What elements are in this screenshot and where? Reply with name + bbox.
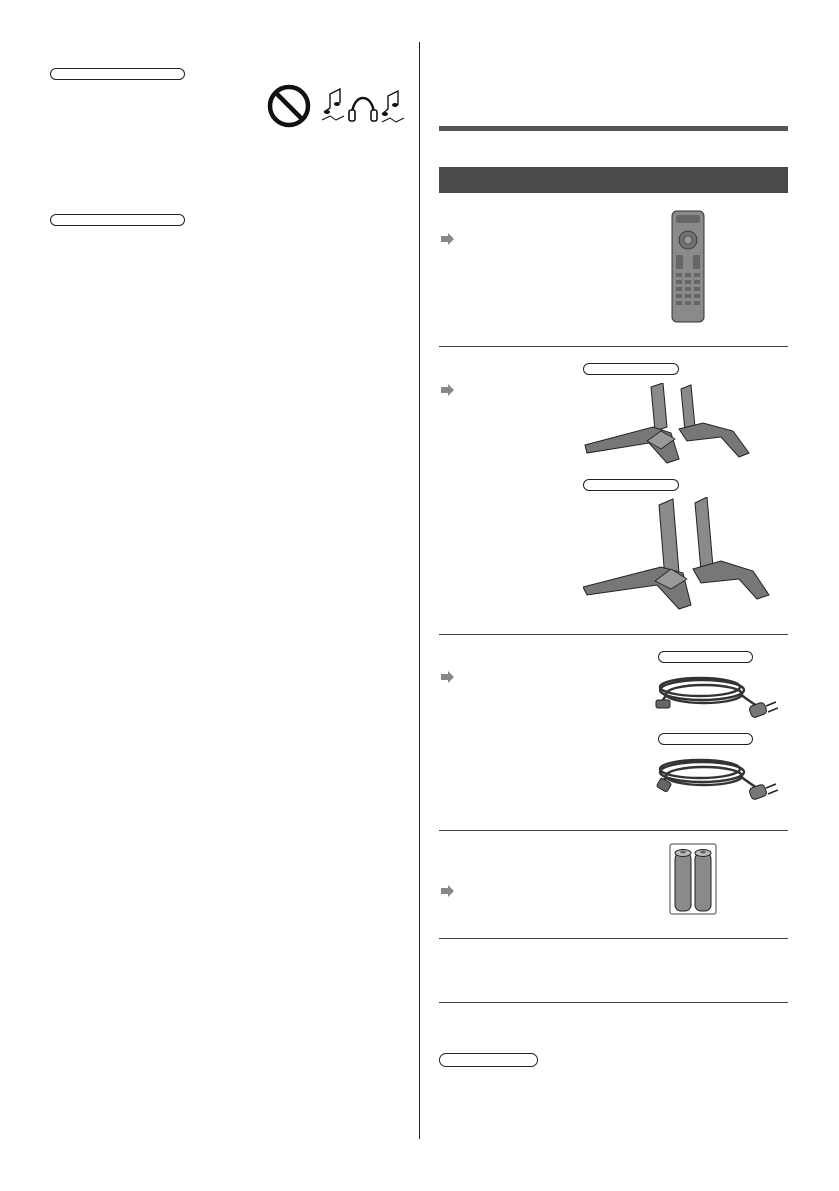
batteries-icon (669, 843, 717, 915)
variant-label-box-1 (583, 363, 679, 375)
column-separator (419, 42, 420, 1139)
remote-control-icon (670, 210, 706, 324)
note-label-box (439, 1053, 538, 1067)
label-box-2 (50, 214, 185, 226)
arrow-right-icon (441, 671, 455, 683)
headphones-music-icon (320, 86, 406, 126)
no-sign-icon (266, 83, 312, 129)
section-rule (439, 126, 788, 131)
divider-4 (439, 938, 788, 939)
pedestal-stand-icon (583, 383, 753, 473)
arrow-right-icon (441, 384, 455, 396)
divider-2 (439, 634, 788, 635)
divider-3 (439, 830, 788, 831)
mains-lead-alt-icon (652, 752, 778, 808)
divider-5 (439, 1002, 788, 1003)
label-box-1 (50, 68, 185, 80)
arrow-right-icon (441, 885, 455, 897)
variant-label-box-2 (583, 479, 679, 491)
section-band (439, 167, 788, 193)
mains-lead-icon (652, 670, 778, 726)
variant-label-box-3 (658, 651, 753, 663)
variant-label-box-4 (658, 733, 753, 745)
pedestal-stand-large-icon (583, 497, 773, 615)
divider-1 (439, 346, 788, 347)
arrow-right-icon (441, 233, 455, 245)
